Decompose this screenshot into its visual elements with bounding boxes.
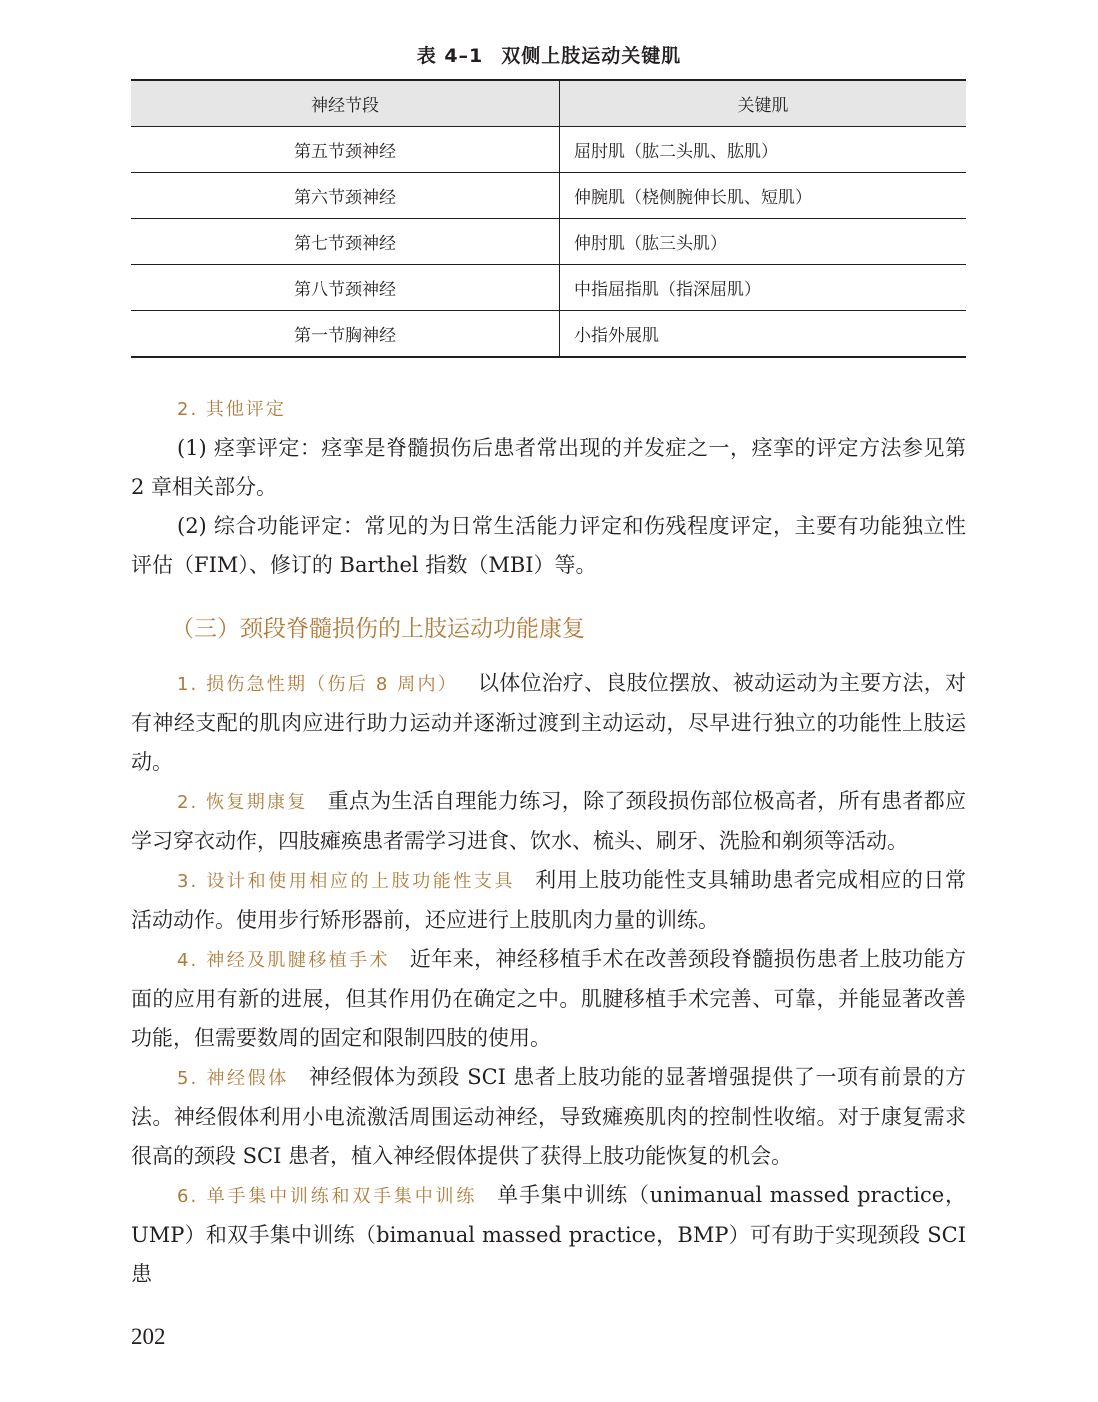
comprehensive-function-paragraph: (2) 综合功能评定：常见的为日常生活能力评定和伤残程度评定，主要有功能独立性评估（FIM）、修订的 Barthel 指数（MBI）等。 xyxy=(131,514,966,577)
nerve-segment-cell: 第一节胸神经 xyxy=(131,311,560,358)
list-item xyxy=(131,861,966,940)
item-text: 神经假体为颈段 SCI 患者上肢功能的显著增强提供了一项有前景的方法。神经假体利用小电流激活周围运动神经，导致瘫痪肌肉的控制性收缩。对于康复需求很高的颈段 SCI 患者，植入神经假体提供了获得上肢功能恢复的机会。 xyxy=(131,1065,966,1168)
item-text: 单手集中训练（unimanual massed practice，UMP）和双手集中训练（bimanual massed practice，BMP）可有助于实现颈段 SCI 患 xyxy=(131,1183,966,1286)
section-3-title: （三）颈段脊髓损伤的上肢运动功能康复 xyxy=(171,616,585,642)
nerve-segment-cell: 第七节颈神经 xyxy=(131,219,560,265)
table-row xyxy=(131,311,966,358)
item-label: 2. 恢复期康复 xyxy=(177,792,308,813)
item-label: 5. 神经假体 xyxy=(177,1068,289,1089)
key-muscle-cell: 屈肘肌（肱二头肌、肱肌） xyxy=(560,127,967,173)
item-label: 3. 设计和使用相应的上肢功能性支具 xyxy=(177,871,516,892)
table-title: 双侧上肢运动关键肌 xyxy=(501,45,682,67)
key-muscle-cell: 伸肘肌（肱三头肌） xyxy=(560,219,967,265)
key-muscle-cell: 小指外展肌 xyxy=(560,311,967,358)
key-muscle-cell: 中指屈指肌（指深屈肌） xyxy=(560,265,967,311)
spasticity-paragraph: (1) 痉挛评定：痉挛是脊髓损伤后患者常出现的并发症之一，痉挛的评定方法参见第 2 章相关部分。 xyxy=(131,436,966,499)
header-nerve-segment: 神经节段 xyxy=(131,80,560,127)
table-row xyxy=(131,265,966,311)
table-row xyxy=(131,219,966,265)
list-item xyxy=(131,940,966,1058)
item-text: 以体位治疗、良肢位摆放、被动运动为主要方法，对有神经支配的肌肉应进行助力运动并逐渐过渡到主动运动，尽早进行独立的功能性上肢运动。 xyxy=(131,671,966,774)
table-caption xyxy=(0,42,1098,70)
list-item xyxy=(131,664,966,782)
page-number: 202 xyxy=(131,1324,166,1349)
list-item xyxy=(131,1176,966,1294)
nerve-segment-cell: 第八节颈神经 xyxy=(131,265,560,311)
item-text: 利用上肢功能性支具辅助患者完成相应的日常活动动作。使用步行矫形器前，还应进行上肢肌肉力量的训练。 xyxy=(131,868,967,932)
item-label: 6. 单手集中训练和双手集中训练 xyxy=(177,1186,478,1207)
item-label: 1. 损伤急性期（伤后 8 周内） xyxy=(177,674,458,695)
item-text: 重点为生活自理能力练习，除了颈段损伤部位极高者，所有患者都应学习穿衣动作，四肢瘫痪患者需学习进食、饮水、梳头、刷牙、洗脸和剃须等活动。 xyxy=(131,789,967,853)
section-3 xyxy=(131,612,966,646)
key-muscle-table xyxy=(131,79,966,358)
table-row xyxy=(131,173,966,219)
list-item xyxy=(131,782,966,861)
item-text: 近年来，神经移植手术在改善颈段脊髓损伤患者上肢功能方面的应用有新的进展，但其作用仍在确定之中。肌腱移植手术完善、可靠，并能显著改善功能，但需要数周的固定和限制四肢的使用。 xyxy=(131,947,966,1050)
nerve-segment-cell: 第五节颈神经 xyxy=(131,127,560,173)
item-label: 4. 神经及肌腱移植手术 xyxy=(177,950,390,971)
table-row xyxy=(131,127,966,173)
other-eval-heading: 2. 其他评定 xyxy=(177,399,286,420)
other-evaluation-section xyxy=(131,390,966,585)
key-muscle-cell: 伸腕肌（桡侧腕伸长肌、短肌） xyxy=(560,173,967,219)
header-key-muscle: 关键肌 xyxy=(560,80,967,127)
section-3-items xyxy=(131,664,966,1294)
table-header-row xyxy=(131,80,966,127)
table-number: 表 4–1 xyxy=(416,45,484,67)
list-item xyxy=(131,1058,966,1176)
nerve-segment-cell: 第六节颈神经 xyxy=(131,173,560,219)
